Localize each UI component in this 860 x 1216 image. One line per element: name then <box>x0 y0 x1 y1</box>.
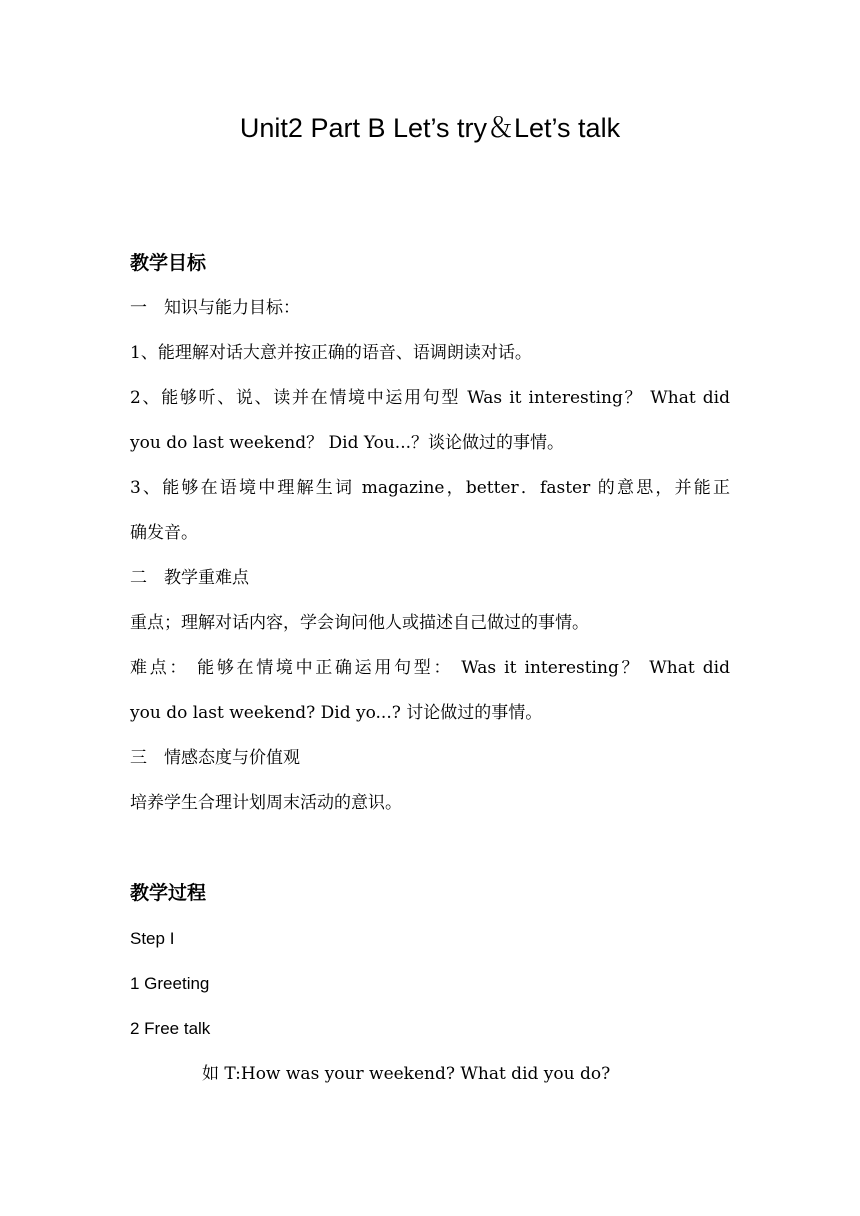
step-label: Step I <box>130 929 175 948</box>
greeting-item: 1 Greeting <box>130 974 210 993</box>
subheading-key-difficult-points: 二 教学重难点 <box>130 568 249 588</box>
subheading-knowledge-ability: 一 知识与能力目标： <box>130 298 300 318</box>
objective-item-1: 1、能理解对话大意并按正确的语音、语调朗读对话。 <box>130 343 532 363</box>
subheading-attitude-values: 三 情感态度与价值观 <box>130 748 300 768</box>
free-talk-item: 2 Free talk <box>130 1019 211 1038</box>
objective-item-2-line-2: you do last weekend？ Did You...？谈论做过的事情。 <box>130 433 565 453</box>
objective-item-2-line-1: 2、能够听、说、读并在情境中运用句型 Was it interesting？ What did <box>130 388 730 408</box>
difficulty-line-1: 难点： 能够在情境中正确运用句型： Was it interesting？ What did <box>130 658 730 678</box>
objective-item-3-line-1: 3、能够在语境中理解生词 magazine，better．faster 的意思，并能正 <box>130 478 730 498</box>
difficulty-line-2: you do last weekend? Did yo...? 讨论做过的事情。 <box>130 703 543 723</box>
section-heading-objectives: 教学目标 <box>130 252 207 274</box>
key-point: 重点；理解对话内容，学会询问他人或描述自己做过的事情。 <box>130 613 589 633</box>
objective-item-3-line-2: 确发音。 <box>130 523 198 543</box>
attitude-text: 培养学生合理计划周末活动的意识。 <box>130 793 402 813</box>
free-talk-example: 如 T:How was your weekend? What did you do? <box>202 1064 611 1084</box>
document-title: Unit2 Part B Let’s try＆Let’s talk <box>239 113 621 143</box>
section-heading-process: 教学过程 <box>130 882 207 904</box>
